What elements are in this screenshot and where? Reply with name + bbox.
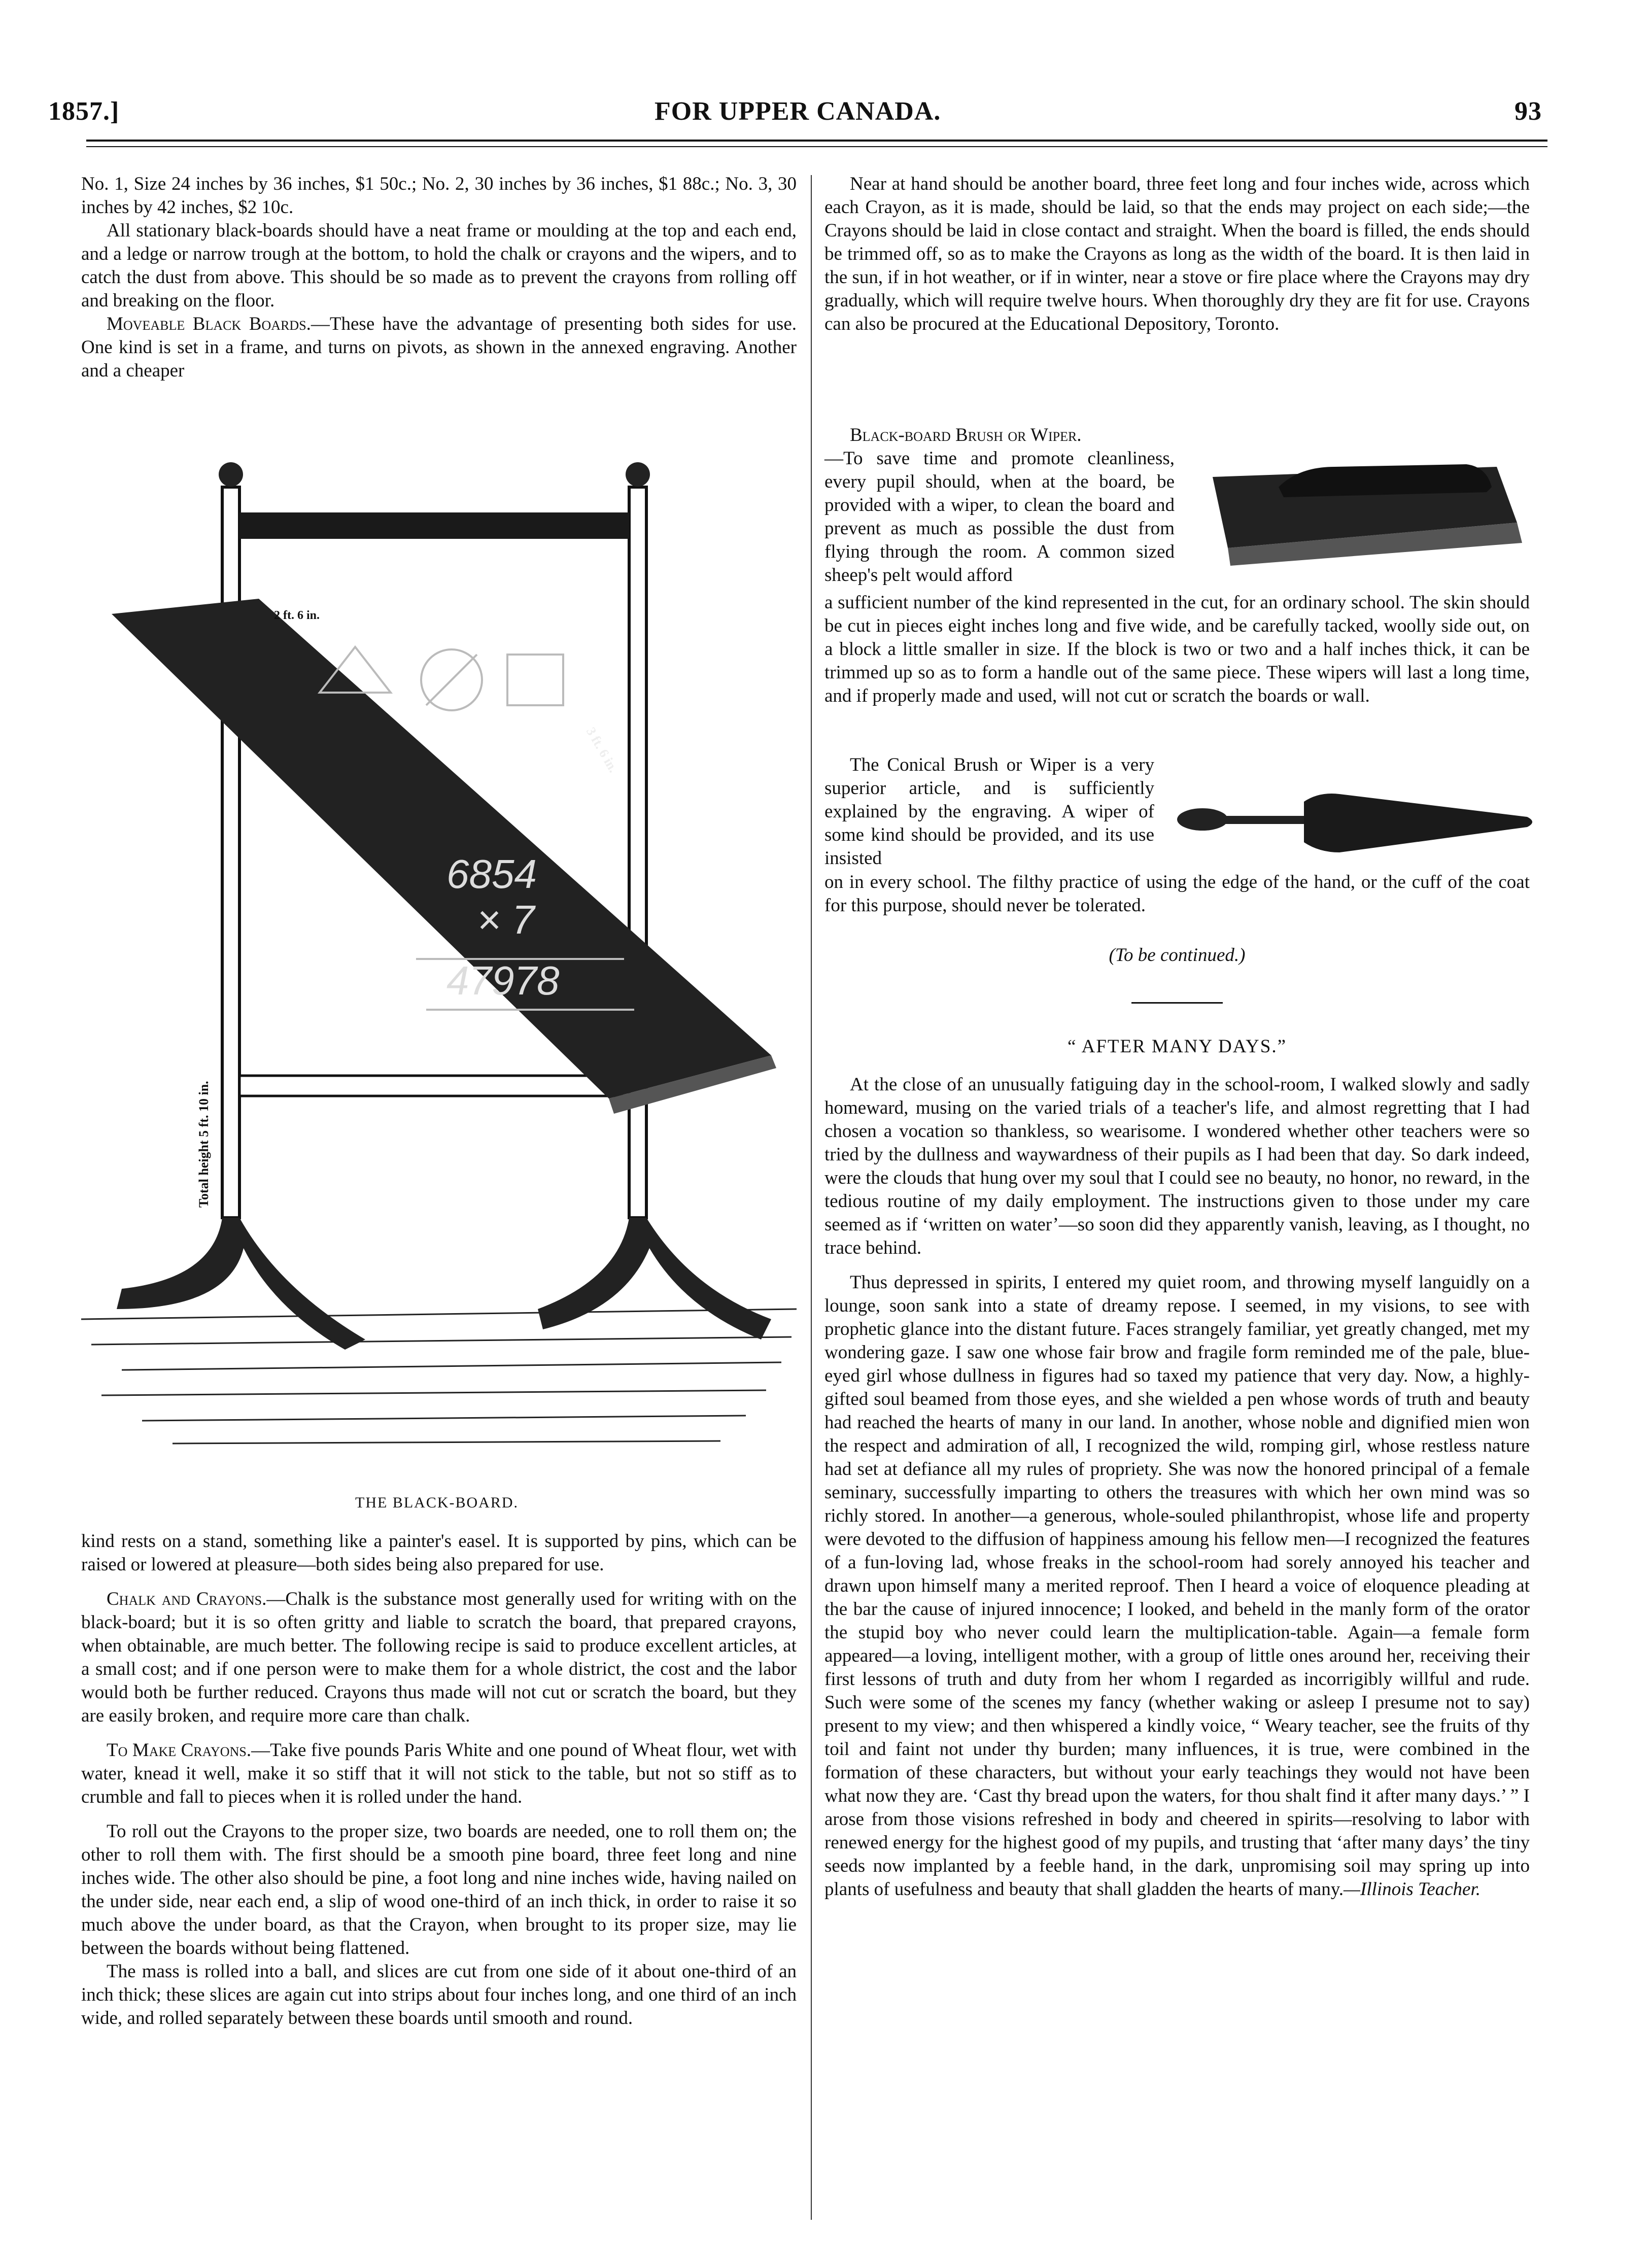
- right-column-top: [824, 173, 1530, 336]
- make-crayons-paragraph: [81, 1739, 797, 1809]
- left-column-bottom: [81, 1530, 797, 2030]
- header-rule-top: [86, 140, 1547, 142]
- conical-text: The Conical Brush or Wiper is a very superior article, and is sufficiently explained by the engraving. A wiper of some kind should be provided, and its use insisted: [824, 754, 1154, 869]
- slate-sum-line2: × 7: [477, 897, 535, 942]
- conical-rest-text: on in every school. The filthy practice of using the edge of the hand, or the cuff of the coat for this purpose, should never be tolerated.: [824, 872, 1530, 916]
- section-divider: [1131, 1002, 1223, 1004]
- brush-wiper-engraving: [1182, 446, 1527, 578]
- slate-sum-line1: 6854: [446, 851, 537, 897]
- story-source: —Illinois Teacher.: [1344, 1879, 1481, 1900]
- price-list: No. 1, Size 24 inches by 36 inches, $1 50c.; No. 2, 30 inches by 36 inches, $1 88c.; No. 3, 30 inches by 42 inches, $2 10c.: [81, 174, 797, 218]
- blackboard-engraving: [61, 446, 812, 1482]
- story-paragraph-1: At the close of an unusually fatiguing day in the school-room, I walked slowly and sadly homeward, musing on the varied trials of a teacher's life, and almost regretting that I had chosen a vocation so thankless, so wearisome. I wondered whether other teachers were so tried by the dullness and waywardness of their pupils as I had been that day. So dark indeed, were the clouds that hung over my soul that I could see no beauty, no honor, no reward, in the tedious routine of my daily employment. The instructions given to those under my care seemed as if ‘written on water’—so soon did they apparently vanish, leaving, as I thought, no trace behind.: [824, 1074, 1530, 1258]
- left-column-top: [81, 173, 797, 383]
- moveable-heading: Moveable Black Boards.: [107, 314, 311, 334]
- easel-paragraph: kind rests on a stand, something like a painter's easel. It is supported by pins, which can be raised or lowered at pleasure—both sides being also prepared for use.: [81, 1531, 797, 1575]
- chalk-heading: Chalk and Crayons.: [107, 1589, 267, 1609]
- conical-wrap: [824, 753, 1154, 870]
- chalk-text: —Chalk is the substance most generally used for writing with on the black-board; but it is so often gritty and liable to scratch the board, that prepared crayons, when obtainable, are much better. The following recipe is said to produce excellent articles, at a small cost; and if one person were to make them for a whole district, the cost and the labor would both be further reduced. Crayons thus made will not cut or scratch the board, but they are easily broken, and require more care than chalk.: [81, 1589, 797, 1726]
- header-rule-bottom: [86, 146, 1547, 147]
- make-crayons-heading: To Make Crayons.: [107, 1740, 252, 1761]
- chalk-paragraph: [81, 1588, 797, 1728]
- brush-text: —To save time and promote cleanliness, every pupil should, when at the board, be provided with a wiper, to clean the board and prevent as much as possible the dust from flying through the room. A common sized sheep's pelt would afford: [824, 448, 1175, 586]
- near-paragraph: Near at hand should be another board, three feet long and four inches wide, across which each Crayon, as it is made, should be laid, so that the ends may project on each side;—the Crayons should be laid in close contact and straight. When the board is filled, the ends should be trimmed off, so as to make the Crayons as long as the width of the board. It is then laid in the sun, if in hot weather, or if in winter, near a stove or fire place where the Crayons may dry gradually, which will require twelve hours. When thoroughly dry they are fit for use. Crayons can also be procured at the Educational Depository, Toronto.: [824, 174, 1530, 334]
- header-year: 1857.]: [48, 97, 120, 126]
- conical-rest: [824, 871, 1530, 917]
- mass-paragraph: The mass is rolled into a ball, and slices are cut from one side of it about one-third of an inch thick; these slices are again cut into strips about four inches long, and one third of an inch wide, and rolled separately between these boards until smooth and round.: [81, 1961, 797, 2029]
- story-paragraph-2: [824, 1271, 1530, 1901]
- slate-sum-line3: 47978: [446, 958, 560, 1003]
- label-length: 3 ft. 6 in.: [583, 725, 621, 775]
- moveable-text: —These have the advantage of presenting both sides for use. One kind is set in a frame, and turns on pivots, as shown in the annexed engraving. Another and a cheaper: [81, 314, 797, 381]
- brush-rest: [824, 591, 1530, 708]
- brush-rest-text: a sufficient number of the kind represented in the cut, for an ordinary school. The skin should be cut in pieces eight inches long and five wide, and be carefully tacked, woolly side out, on a block a little smaller in size. If the block is two or two and a half inches thick, it can be trimmed up so as to form a handle out of the same piece. These wipers will last a long time, and if properly made and used, will not cut or scratch the boards or wall.: [824, 592, 1530, 706]
- page-number: 93: [1515, 97, 1542, 126]
- label-width: 2 ft. 6 in.: [274, 609, 320, 622]
- brush-heading-line: [824, 424, 1530, 447]
- brush-wrap-text: [824, 447, 1175, 587]
- to-be-continued: (To be continued.): [1109, 945, 1246, 966]
- story-body: [824, 1073, 1530, 1901]
- figure-caption: THE BLACK-BOARD.: [355, 1494, 519, 1511]
- conical-brush-engraving: [1172, 776, 1537, 878]
- story-paragraph-2-text: Thus depressed in spirits, I entered my quiet room, and throwing myself languidly on a lounge, soon sank into a state of dreamy repose. I seemed, in my visions, to see with prophetic glance into the distant future. Faces strangely familiar, yet greatly changed, met my wondering gaze. I saw one whose fair brow and fragile form reminded me of the pale, blue-eyed girl whose dullness in figures had so taxed my patience that very day. Now, a highly-gifted soul beamed from those eyes, and she wielded a pen whose words of truth and beauty had reached the hearts of many in our land. In another, whose noble and dignified mien won the respect and admiration of all, I recognized the wild, romping girl, whose restless nature had set at defiance all my rules of propriety. She was now the honored principal of a female seminary, successfully imparting to others the treasures with which her own mind was so richly stored. In another—a generous, whole-souled philanthropist, whose life and property were devoted to the diffusion of happiness amoung his fellow men—I recognized the features of a fun-loving lad, whose freaks in the school-room had sorely annoyed his teacher and drawn upon himself many a merited reproof. Then I heard a voice of eloquence pleading at the bar the cause of injured innocence; I looked, and beheld in the manly form of the orator the stupid boy who never could learn the multiplication-table. Again—a female form appeared—a loving, intelligent mother, with a group of little ones around her, receiving their first lessons of truth and duty from her whom I regarded as incorrigibly willful and rude. Such were some of the scenes my fancy (whether waking or asleep I presume not to say) present to my view; and then whispered a kindly voice, “ Weary teacher, see the fruits of thy toil and faint not under thy burden; many influences, it is true, were combined in the formation of these characters, but without your early teachings they would not have been what now they are. ‘Cast thy bread upon the waters, for thou shalt find it after many days.’ ” I arose from those visions refreshed in body and cheered in spirits—resolving to labor with renewed energy for the highest good of my pupils, and trusting that ‘after many days’ the tiny seeds now implanted by a feeble hand, in the dark, unpromising soil may spring up into plants of usefulness and beauty that shall gladden the hearts of many.: [824, 1272, 1530, 1900]
- label-height: Total height 5 ft. 10 in.: [196, 1081, 211, 1208]
- stationary-paragraph: All stationary black-boards should have a neat frame or moulding at the top and each end, and a ledge or narrow trough at the bottom, to hold the chalk or crayons and the wipers, and to catch the dust from above. This should be so made as to prevent the crayons from rolling off and breaking on the floor.: [81, 220, 797, 311]
- moveable-paragraph: [81, 313, 797, 383]
- story-title: “ AFTER MANY DAYS.”: [1067, 1036, 1287, 1057]
- make-crayons-text: —Take five pounds Paris White and one pound of Wheat flour, wet with water, knead it well, make it so stiff that it will not stick to the table, but not so stiff as to crumble and fall to pieces when it is rolled under the hand.: [81, 1740, 797, 1807]
- roll-paragraph: To roll out the Crayons to the proper size, two boards are needed, one to roll them on; the other to roll them with. The first should be a smooth pine board, three feet long and nine inches wide. The other also should be pine, a foot long and nine inches wide, having nailed on the under side, near each end, a slip of wood one-third of an inch thick, in order to raise it so much above the under board, as that the Crayon, when brought to its proper size, may lie between the boards without being flattened.: [81, 1821, 797, 1959]
- brush-heading: Black-board Brush or Wiper.: [850, 425, 1082, 445]
- header-title: FOR UPPER CANADA.: [655, 97, 941, 126]
